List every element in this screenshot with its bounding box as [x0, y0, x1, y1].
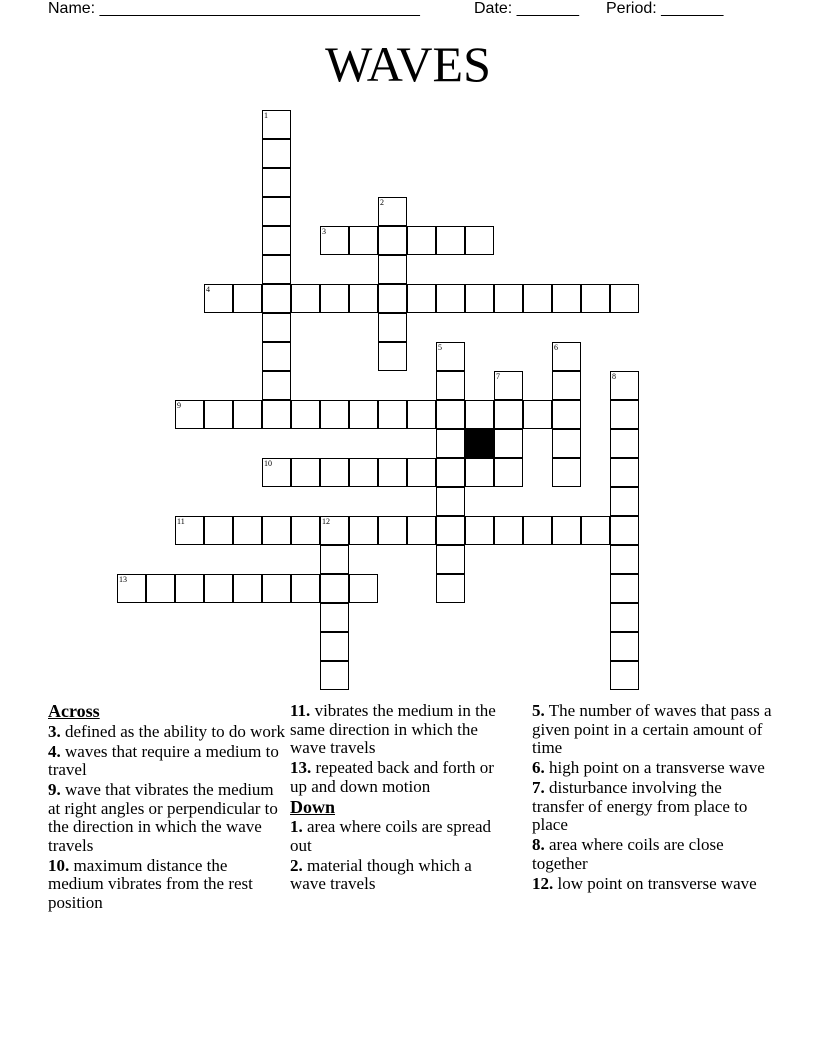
clue-item [48, 781, 286, 855]
grid-cell[interactable] [465, 400, 494, 429]
clue-number: 10 [264, 459, 272, 468]
grid-cell[interactable] [117, 574, 146, 603]
grid-cell[interactable] [465, 284, 494, 313]
grid-cell[interactable] [436, 458, 465, 487]
grid-cell[interactable] [233, 284, 262, 313]
grid-cell[interactable] [320, 574, 349, 603]
grid-cell[interactable] [552, 458, 581, 487]
grid-cell[interactable] [494, 284, 523, 313]
clue-number: 8 [612, 372, 616, 381]
black-cell [465, 429, 494, 458]
clues-column-1 [48, 702, 286, 914]
grid-cell[interactable] [320, 545, 349, 574]
grid-cell[interactable] [581, 284, 610, 313]
grid-cell[interactable] [233, 400, 262, 429]
grid-cell[interactable] [349, 284, 378, 313]
clue-item [290, 702, 502, 758]
clue-number: 11 [177, 517, 185, 526]
grid-cell[interactable] [465, 226, 494, 255]
grid-cell[interactable] [552, 400, 581, 429]
grid-cell[interactable] [407, 400, 436, 429]
grid-cell[interactable] [552, 371, 581, 400]
clue-item-text: waves that require a medium to travel [48, 741, 279, 779]
grid-cell[interactable] [262, 371, 291, 400]
grid-cell[interactable] [320, 632, 349, 661]
grid-cell[interactable] [349, 574, 378, 603]
grid-cell[interactable] [262, 168, 291, 197]
grid-cell[interactable] [494, 371, 523, 400]
grid-cell[interactable] [291, 400, 320, 429]
grid-cell[interactable] [262, 458, 291, 487]
clue-item [48, 743, 286, 780]
clue-item-number: 8. [532, 835, 545, 854]
across-clue-list-continued [290, 702, 502, 796]
grid-cell[interactable] [262, 197, 291, 226]
grid-cell[interactable] [407, 458, 436, 487]
grid-cell[interactable] [465, 458, 494, 487]
grid-cell[interactable] [320, 284, 349, 313]
clue-item-number: 1. [290, 817, 303, 836]
clue-item-number: 11. [290, 701, 311, 720]
grid-cell[interactable] [320, 400, 349, 429]
grid-cell[interactable] [610, 574, 639, 603]
grid-cell[interactable] [378, 226, 407, 255]
grid-cell[interactable] [349, 226, 378, 255]
grid-cell[interactable] [610, 284, 639, 313]
grid-cell[interactable] [349, 516, 378, 545]
clues-column-3 [532, 702, 772, 895]
grid-cell[interactable] [146, 574, 175, 603]
date-field[interactable]: Date: _______ [474, 0, 579, 17]
clue-item-number: 2. [290, 855, 303, 875]
clue-number: 7 [496, 372, 500, 381]
across-heading: Across [48, 701, 100, 721]
clue-item-number: 5. [532, 701, 545, 720]
clue-item-text: area where coils are spread out [290, 817, 492, 855]
clue-item [532, 702, 772, 758]
down-clue-list [290, 818, 502, 894]
grid-cell[interactable] [465, 516, 494, 545]
grid-cell[interactable] [262, 342, 291, 371]
grid-cell[interactable] [552, 284, 581, 313]
grid-cell[interactable] [204, 574, 233, 603]
grid-cell[interactable] [291, 516, 320, 545]
grid-cell[interactable] [175, 574, 204, 603]
clue-number: 3 [322, 227, 326, 236]
clue-item-text: The number of waves that pass a given point in a certain amount of time [532, 701, 772, 757]
clue-number: 2 [380, 198, 384, 207]
clue-item [532, 875, 772, 894]
grid-cell[interactable] [610, 429, 639, 458]
grid-cell[interactable] [610, 661, 639, 690]
clue-item [290, 818, 502, 855]
grid-cell[interactable] [204, 400, 233, 429]
grid-cell[interactable] [175, 400, 204, 429]
grid-cell[interactable] [291, 284, 320, 313]
clue-number: 1 [264, 111, 268, 120]
grid-cell[interactable] [610, 487, 639, 516]
clue-item-text: high point on a transverse wave [544, 758, 765, 777]
grid-cell[interactable] [610, 371, 639, 400]
clue-item-number: 7. [532, 778, 545, 797]
grid-cell[interactable] [262, 516, 291, 545]
clue-number: 9 [177, 401, 181, 410]
clue-item-text: wave that vibrates the medium at right angles or perpendicular to the direction in which the wave travels [48, 780, 278, 855]
grid-cell[interactable] [320, 226, 349, 255]
grid-cell[interactable] [436, 284, 465, 313]
clue-item-number: 4. [48, 741, 61, 761]
grid-cell[interactable] [523, 400, 552, 429]
grid-cell[interactable] [436, 545, 465, 574]
grid-cell[interactable] [552, 516, 581, 545]
grid-cell[interactable] [378, 284, 407, 313]
grid-cell[interactable] [262, 255, 291, 284]
grid-cell[interactable] [349, 458, 378, 487]
clue-item-number: 6. [532, 758, 545, 777]
clue-item-number: 9. [48, 780, 61, 799]
down-heading: Down [290, 796, 336, 817]
grid-cell[interactable] [378, 516, 407, 545]
grid-cell[interactable] [378, 458, 407, 487]
clue-item-text: disturbance involving the transfer of energy from place to place [532, 778, 748, 834]
clue-item-text: defined as the ability to do work [60, 721, 286, 741]
clue-item [532, 836, 772, 873]
grid-cell[interactable] [610, 400, 639, 429]
clue-item-text: area where coils are close together [532, 835, 724, 873]
grid-cell[interactable] [436, 371, 465, 400]
clue-number: 13 [119, 575, 127, 584]
clue-item-text: repeated back and forth or up and down motion [290, 758, 494, 796]
grid-cell[interactable] [262, 284, 291, 313]
grid-cell[interactable] [262, 110, 291, 139]
clue-item-text: material though which a wave travels [290, 855, 472, 893]
grid-cell[interactable] [378, 313, 407, 342]
grid-cell[interactable] [204, 516, 233, 545]
grid-cell[interactable] [436, 487, 465, 516]
puzzle-title: WAVES [325, 36, 491, 92]
grid-cell[interactable] [581, 516, 610, 545]
grid-cell[interactable] [610, 632, 639, 661]
grid-cell[interactable] [349, 400, 378, 429]
grid-cell[interactable] [436, 342, 465, 371]
clue-item-number: 3. [48, 721, 61, 741]
clue-item [532, 759, 772, 778]
grid-cell[interactable] [320, 603, 349, 632]
grid-cell[interactable] [610, 516, 639, 545]
grid-cell[interactable] [378, 197, 407, 226]
clue-item-number: 12. [532, 873, 554, 893]
clue-item [48, 723, 286, 742]
clue-number: 4 [206, 285, 210, 294]
down-clue-list-continued [532, 702, 772, 893]
grid-cell[interactable] [436, 400, 465, 429]
grid-cell[interactable] [291, 574, 320, 603]
grid-cell[interactable] [291, 458, 320, 487]
grid-cell[interactable] [523, 516, 552, 545]
grid-cell[interactable] [610, 603, 639, 632]
grid-cell[interactable] [523, 284, 552, 313]
clue-item-text: vibrates the medium in the same direction in which the wave travels [290, 701, 496, 757]
grid-cell[interactable] [378, 400, 407, 429]
clue-item-text: low point on transverse wave [553, 873, 757, 893]
grid-cell[interactable] [175, 516, 204, 545]
grid-cell[interactable] [494, 429, 523, 458]
grid-cell[interactable] [610, 458, 639, 487]
grid-cell[interactable] [378, 342, 407, 371]
clue-item-number: 10. [48, 855, 70, 875]
clues-column-2 [290, 702, 502, 895]
across-clue-list [48, 723, 286, 913]
period-field[interactable]: Period: _______ [606, 0, 724, 17]
clue-item [290, 857, 502, 894]
grid-cell[interactable] [204, 284, 233, 313]
grid-cell[interactable] [262, 400, 291, 429]
grid-cell[interactable] [233, 574, 262, 603]
grid-cell[interactable] [407, 226, 436, 255]
grid-cell[interactable] [407, 284, 436, 313]
clue-item [48, 857, 286, 913]
grid-cell[interactable] [320, 661, 349, 690]
grid-cell[interactable] [378, 255, 407, 284]
clue-item [532, 779, 772, 835]
grid-cell[interactable] [233, 516, 262, 545]
grid-cell[interactable] [494, 400, 523, 429]
grid-cell[interactable] [262, 574, 291, 603]
grid-cell[interactable] [262, 313, 291, 342]
grid-cell[interactable] [262, 139, 291, 168]
grid-cell[interactable] [494, 458, 523, 487]
grid-cell[interactable] [610, 545, 639, 574]
grid-cell[interactable] [552, 429, 581, 458]
grid-cell[interactable] [552, 342, 581, 371]
clue-item [290, 759, 502, 796]
grid-cell[interactable] [436, 516, 465, 545]
grid-cell[interactable] [407, 516, 436, 545]
clue-number: 12 [322, 517, 330, 526]
grid-cell[interactable] [494, 516, 523, 545]
grid-cell[interactable] [320, 458, 349, 487]
clue-number: 6 [554, 343, 558, 352]
name-field[interactable]: Name: ____________________________________ [48, 0, 420, 17]
grid-cell[interactable] [262, 226, 291, 255]
clue-item-text: maximum distance the medium vibrates from the rest position [48, 855, 253, 912]
grid-cell[interactable] [436, 429, 465, 458]
clue-number: 5 [438, 343, 442, 352]
grid-cell[interactable] [320, 516, 349, 545]
clue-item-number: 13. [290, 758, 312, 777]
grid-cell[interactable] [436, 226, 465, 255]
grid-cell[interactable] [436, 574, 465, 603]
